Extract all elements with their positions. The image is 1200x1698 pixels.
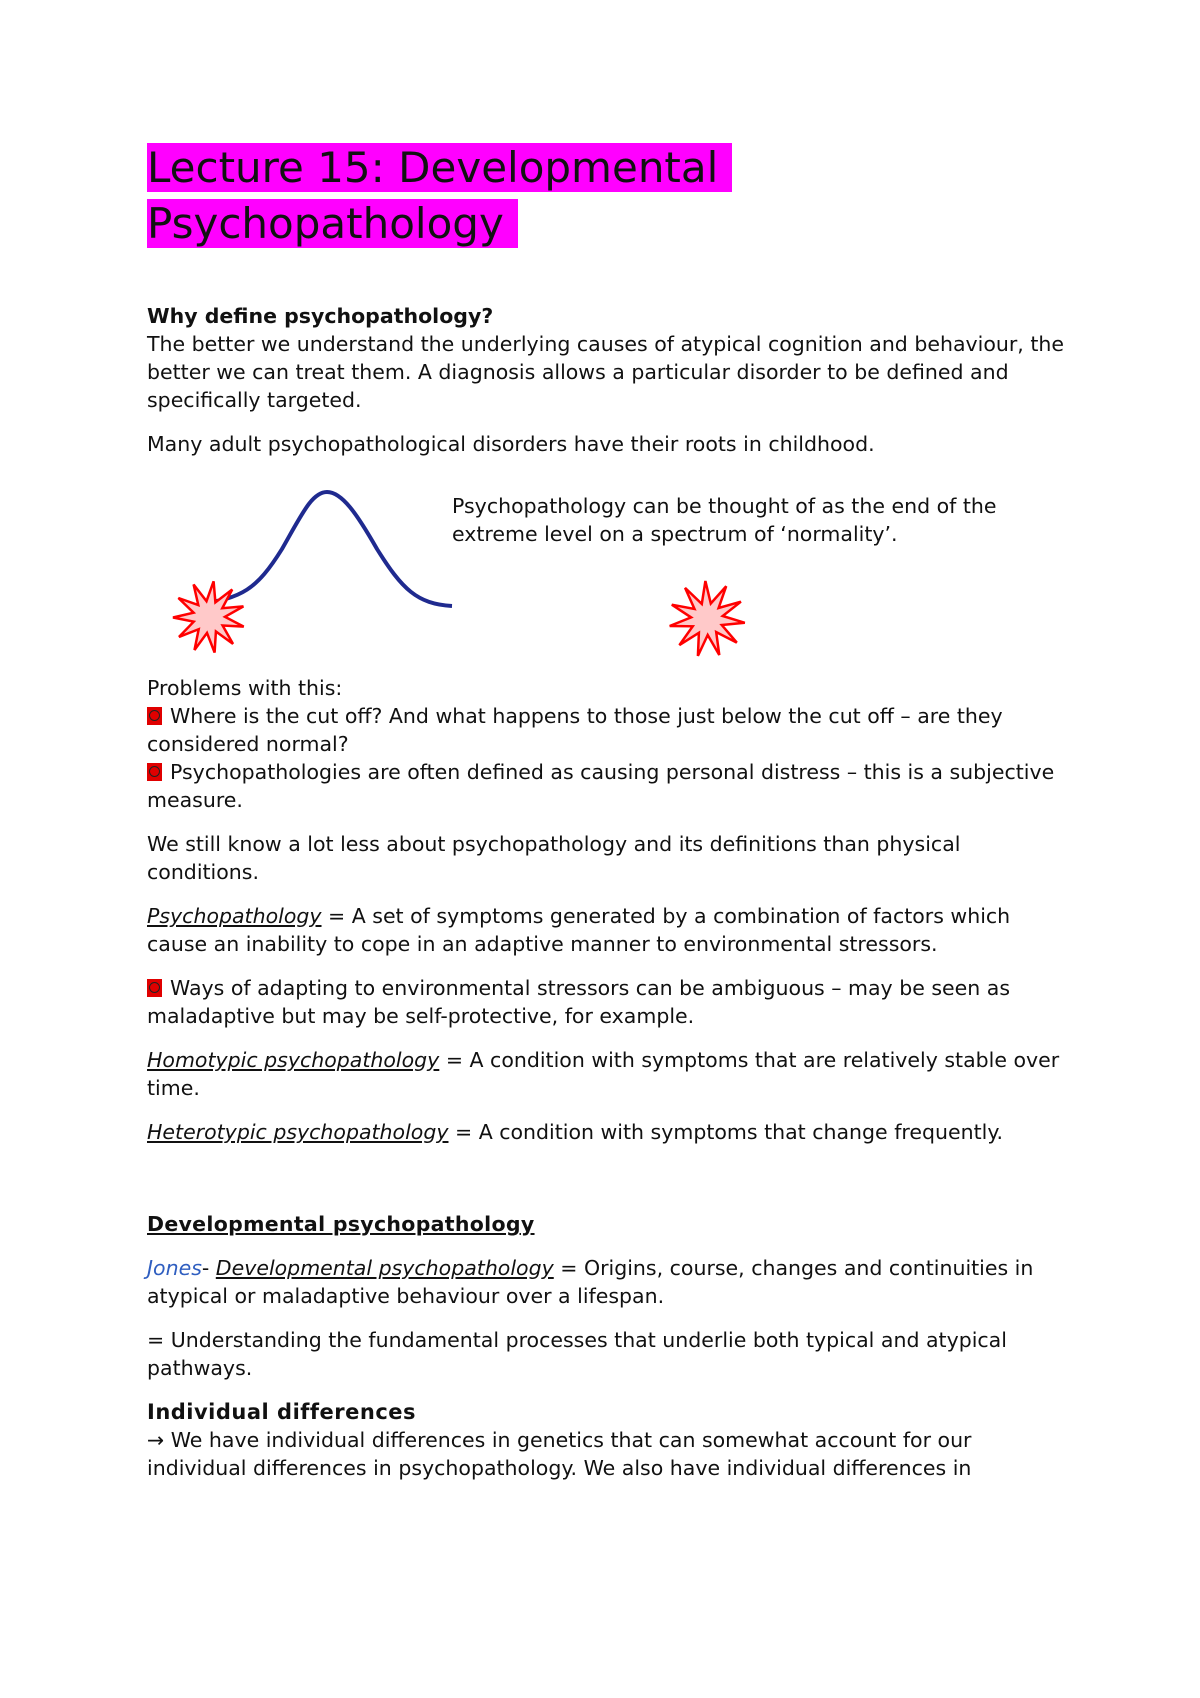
developmental-term: Developmental psychopathology xyxy=(215,1256,554,1280)
ways-text: Ways of adapting to environmental stressors can be ambiguous – may be seen as maladaptive but may be self-protective, for example. xyxy=(147,976,1010,1028)
heterotypic-definition xyxy=(147,1118,1067,1146)
left-burst-icon xyxy=(173,581,244,652)
spectrum-caption: Psychopathology can be thought of as the end of the extreme level on a spectrum of ‘normality’. xyxy=(452,494,997,546)
individual-differences-text: We have individual differences in genetics that can somewhat account for our individual differences in psychopathology. We also have individual differences in xyxy=(147,1428,972,1480)
right-burst-icon xyxy=(670,581,745,656)
heterotypic-term: Heterotypic psychopathology xyxy=(147,1120,449,1144)
problem-item-1 xyxy=(147,702,1067,758)
definition-term: Psychopathology xyxy=(147,904,322,928)
arrow-right-icon: → xyxy=(147,1428,165,1452)
lecture-title xyxy=(147,140,1067,252)
title-line-1: Lecture 15: Developmental xyxy=(147,143,732,192)
roots-paragraph: Many adult psychopathological disorders have their roots in childhood. xyxy=(147,432,875,456)
understanding-paragraph: = Understanding the fundamental processes that underlie both typical and atypical pathways. xyxy=(147,1328,1007,1380)
why-heading: Why define psychopathology? xyxy=(147,304,494,328)
bell-curve xyxy=(197,492,452,606)
homotypic-term: Homotypic psychopathology xyxy=(147,1048,440,1072)
individual-differences-paragraph xyxy=(147,1426,1067,1482)
ways-paragraph xyxy=(147,974,1067,1030)
homotypic-text: = A condition with symptoms that are relatively stable over time. xyxy=(147,1048,1060,1100)
author-dash: - xyxy=(201,1256,216,1280)
individual-differences-heading: Individual differences xyxy=(147,1400,417,1424)
heterotypic-text: = A condition with symptoms that change frequently. xyxy=(448,1120,1004,1144)
knowledge-paragraph: We still know a lot less about psychopathology and its definitions than physical conditions. xyxy=(147,832,961,884)
frown-icon xyxy=(147,763,162,781)
definition-text: = A set of symptoms generated by a combination of factors which cause an inability to cope in an adaptive manner to environmental stressors. xyxy=(147,904,1011,956)
document-content xyxy=(147,140,1067,1482)
jones-definition xyxy=(147,1254,1067,1310)
why-paragraph: The better we understand the underlying causes of atypical cognition and behaviour, the better we can treat them. A diagnosis allows a particular disorder to be defined and specifically targeted. xyxy=(147,332,1064,412)
problem-item-2 xyxy=(147,758,1067,814)
problem-item-1-text: Where is the cut off? And what happens to those just below the cut off – are they considered normal? xyxy=(147,704,1003,756)
title-line-2: Psychopathology xyxy=(147,199,518,248)
developmental-heading: Developmental psychopathology xyxy=(147,1212,535,1236)
author-name: Jones xyxy=(147,1256,202,1280)
homotypic-definition xyxy=(147,1046,1067,1102)
problems-intro: Problems with this: xyxy=(147,676,343,700)
psychopathology-definition xyxy=(147,902,1067,958)
spectrum-figure xyxy=(147,474,1067,674)
frown-icon xyxy=(147,707,162,725)
developmental-text: = Origins, course, changes and continuities in atypical or maladaptive behaviour over a lifespan. xyxy=(147,1256,1034,1308)
problem-item-2-text: Psychopathologies are often defined as causing personal distress – this is a subjective measure. xyxy=(147,760,1055,812)
frown-icon xyxy=(147,979,162,997)
